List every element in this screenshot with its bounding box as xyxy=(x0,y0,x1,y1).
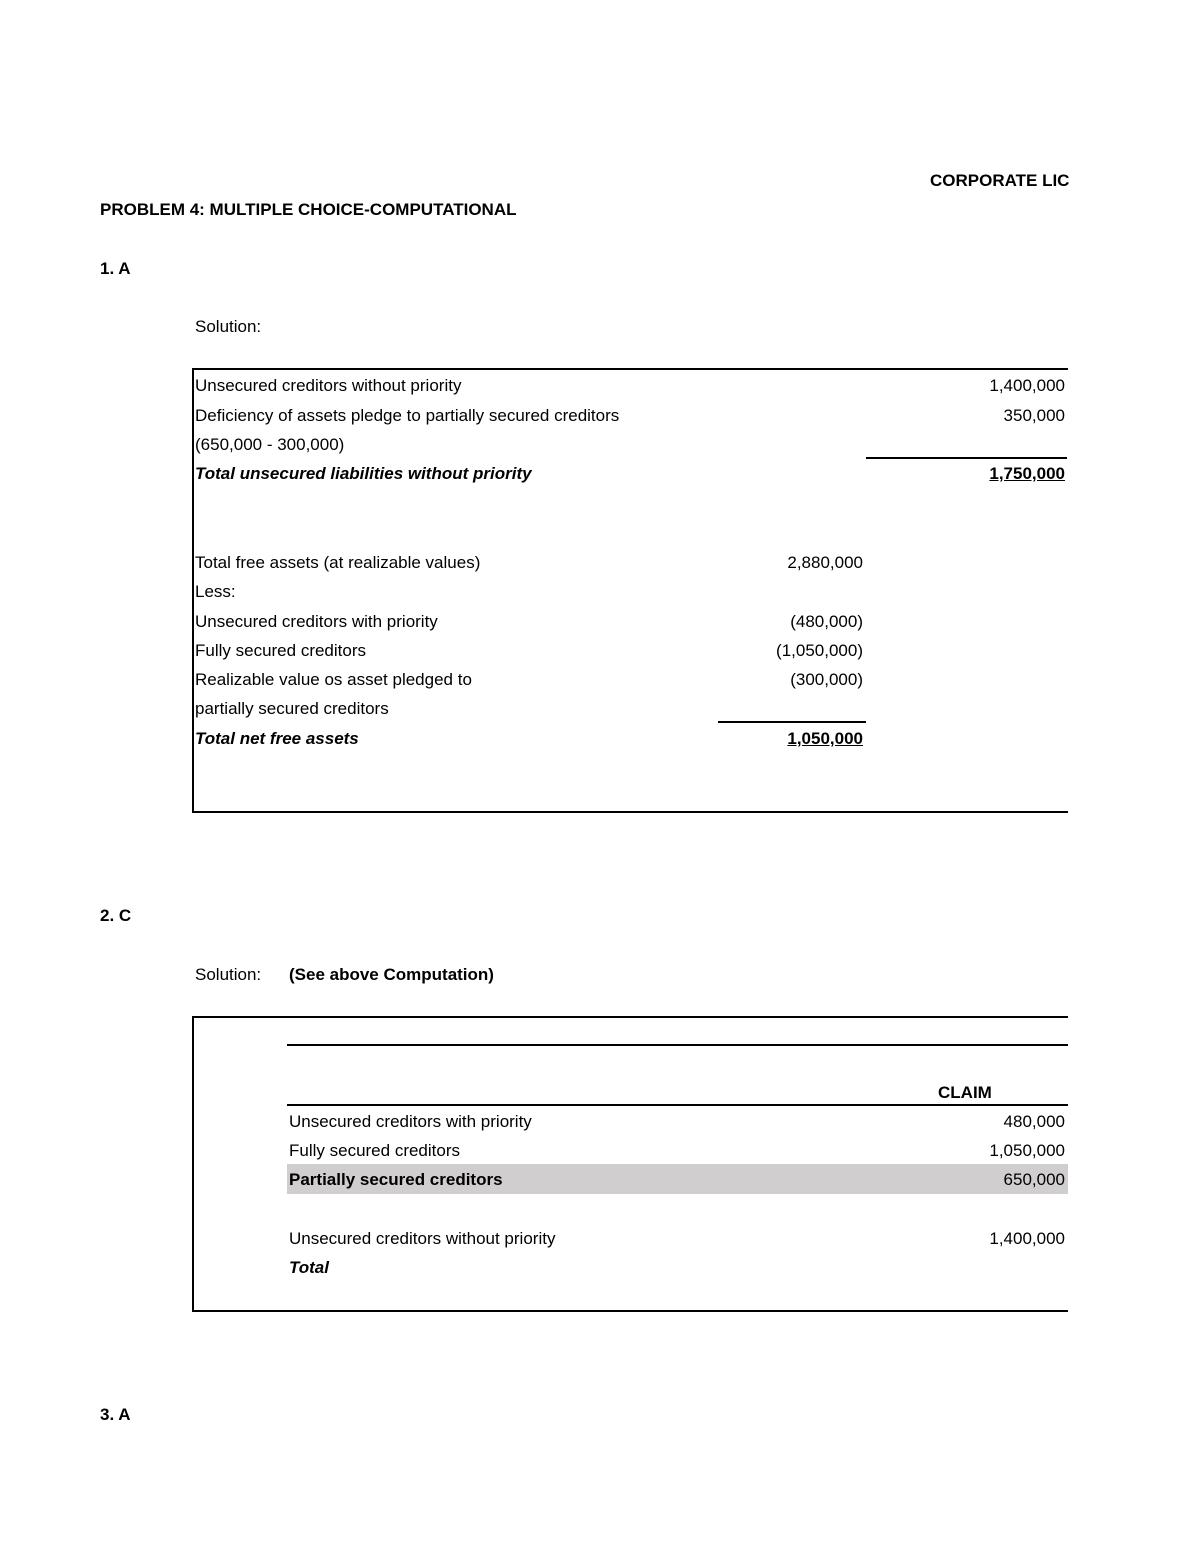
row-value: 1,400,000 xyxy=(989,376,1065,395)
answer-2: 2. C xyxy=(100,906,132,925)
header-underline xyxy=(287,1104,1068,1106)
solution-note: (See above Computation) xyxy=(289,965,494,984)
total-net-free-assets-label: Total net free assets xyxy=(195,729,359,748)
claim-total-label: Total xyxy=(289,1258,329,1277)
total-net-free-assets-value: 1,050,000 xyxy=(787,729,863,748)
claim-row-value: 1,400,000 xyxy=(989,1229,1065,1248)
claim-row-label: Unsecured creditors without priority xyxy=(289,1229,556,1248)
asset-value: (1,050,000) xyxy=(776,641,863,660)
row-label: (650,000 - 300,000) xyxy=(195,435,345,454)
subtotal-line xyxy=(718,721,866,723)
asset-label: Realizable value os asset pledged to xyxy=(195,670,472,689)
claim-row-value: 480,000 xyxy=(1003,1112,1065,1131)
course-title: CORPORATE LIC xyxy=(930,171,1070,190)
total-label: Total unsecured liabilities without priority xyxy=(195,464,532,483)
total-value: 1,750,000 xyxy=(989,464,1065,483)
row-label: Unsecured creditors without priority xyxy=(195,376,462,395)
claim-header: CLAIM xyxy=(938,1083,992,1102)
claim-row-value: 1,050,000 xyxy=(989,1141,1065,1160)
asset-label: Less: xyxy=(195,582,236,601)
claim-row-label: Fully secured creditors xyxy=(289,1141,461,1160)
solution-label-1: Solution: xyxy=(195,317,262,336)
table-top-line xyxy=(287,1044,1068,1046)
row-label: Deficiency of assets pledge to partially secured creditors xyxy=(195,406,620,425)
answer-1: 1. A xyxy=(100,259,131,278)
subtotal-line xyxy=(866,457,1067,459)
asset-value: (480,000) xyxy=(790,612,863,631)
asset-value: 2,880,000 xyxy=(787,553,863,572)
asset-label: Fully secured creditors xyxy=(195,641,367,660)
claim-row-label: Unsecured creditors with priority xyxy=(289,1112,532,1131)
asset-label: Total free assets (at realizable values) xyxy=(195,553,481,572)
asset-label: Unsecured creditors with priority xyxy=(195,612,438,631)
claim-row-value: 650,000 xyxy=(1003,1170,1065,1189)
claim-row-label: Partially secured creditors xyxy=(289,1170,503,1189)
row-value: 350,000 xyxy=(1003,406,1065,425)
asset-value: (300,000) xyxy=(790,670,863,689)
solution-label-2: Solution: xyxy=(195,965,262,984)
asset-label: partially secured creditors xyxy=(195,699,389,718)
answer-3: 3. A xyxy=(100,1405,131,1424)
problem-title: PROBLEM 4: MULTIPLE CHOICE-COMPUTATIONAL xyxy=(100,200,517,219)
